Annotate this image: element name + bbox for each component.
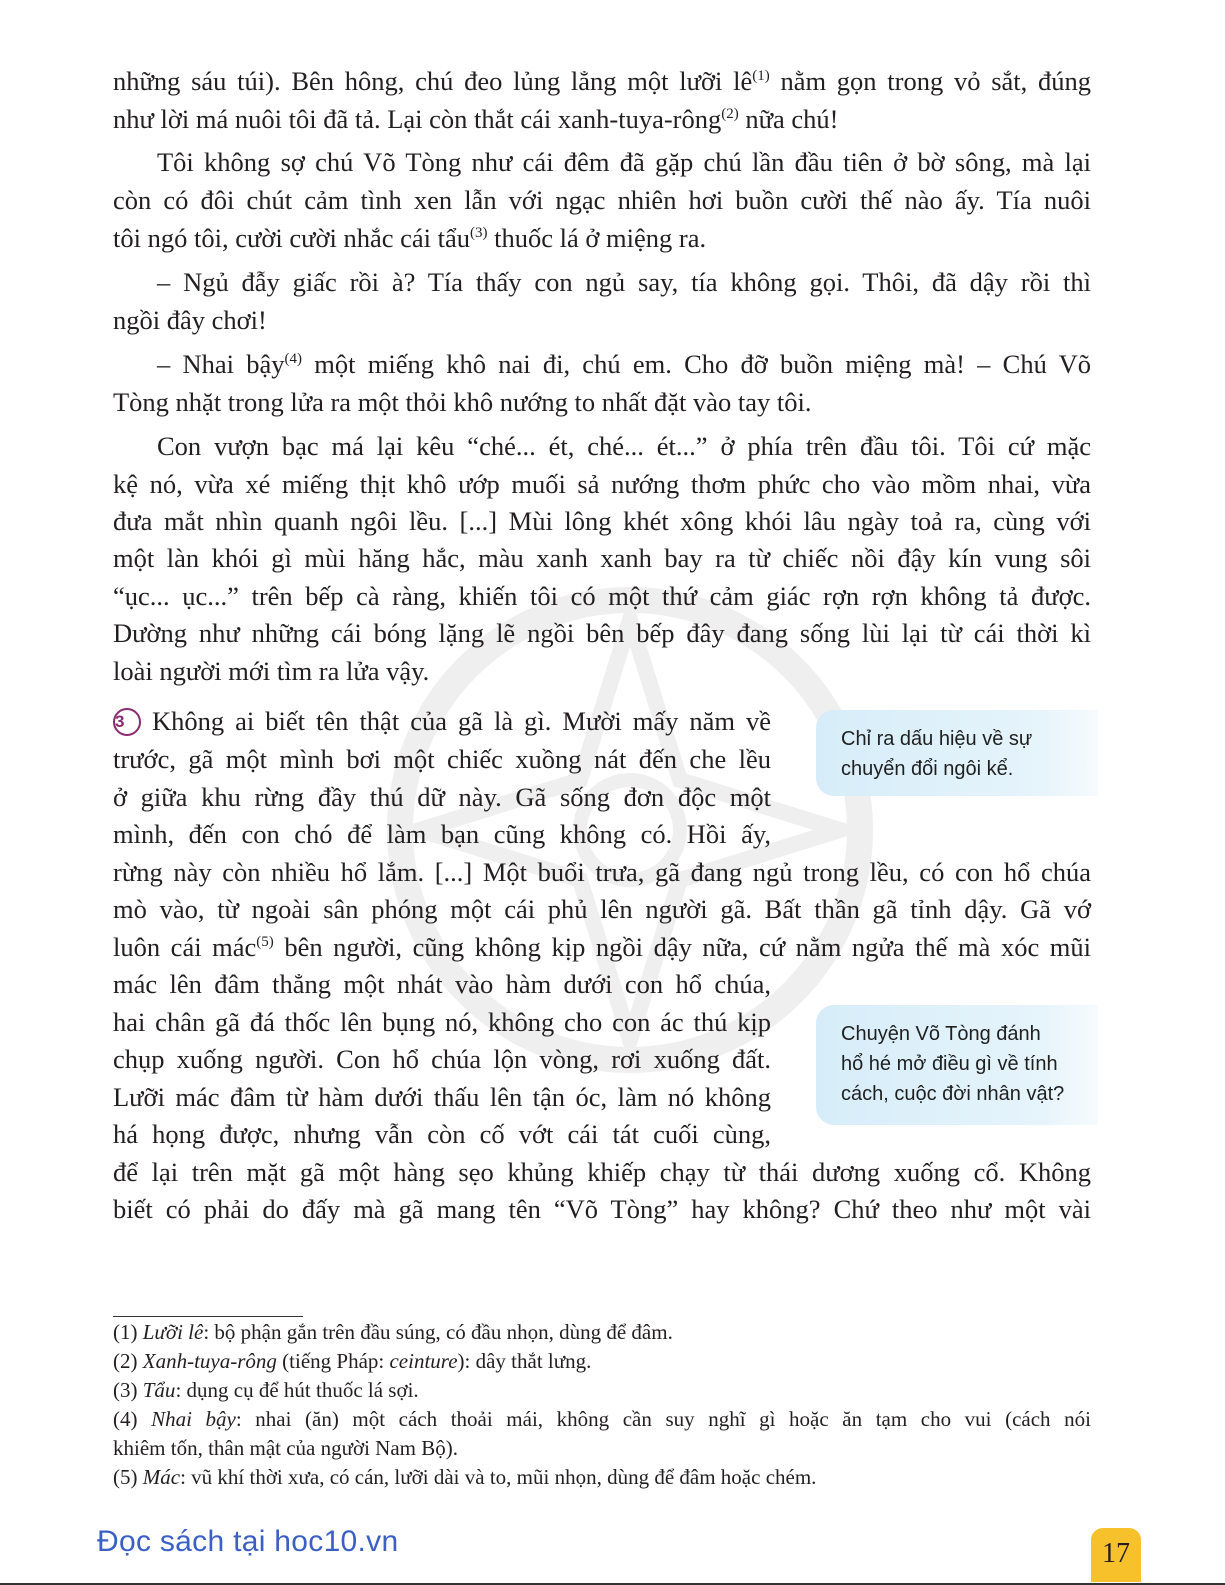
footnote-4-continued: khiêm tốn, thân mật của người Nam Bộ). [113, 1436, 459, 1460]
text-line: 3 Không ai biết tên thật của gã là gì. Mười mấy năm về [115, 706, 771, 736]
text-line: Con vượn bạc má lại kêu “ché... ét, ché... ét...” ở phía trên đầu tôi. Tôi cứ mặc [157, 431, 1091, 461]
text-line: tôi ngó tôi, cười cười nhắc cái tẩu$^{(3)}$ thuốc lá ở miệng ra. [113, 223, 707, 253]
text-line: “ục... ục...” trên bếp cà ràng, khiến tôi có một thứ cảm giác rợn rợn không tả được. [113, 581, 1091, 611]
text-line: Tòng nhặt trong lửa ra một thỏi khô nướng to nhất đặt vào tay tôi. [113, 387, 812, 417]
text-line: trước, gã một mình bơi một chiếc xuồng nát đến che lều [113, 744, 771, 774]
text-line: loài người mới tìm ra lửa vậy. [113, 656, 430, 686]
text-line: ngồi đây chơi! [113, 305, 267, 335]
text-line: như lời má nuôi tôi đã tả. Lại còn thắt cái xanh-tuya-rông$^{(2)}$ nữa chú! [113, 104, 839, 134]
text-line: đưa mắt nhìn quanh ngôi lều. [...] Mùi lông khét xông khói lâu ngày toả ra, cùng với [113, 506, 1091, 536]
text-line: ở giữa khu rừng đầy thú dữ này. Gã sống đơn độc một [113, 782, 771, 812]
text-line: mò vào, từ ngoài sân phóng một cái phủ lên người gã. Bất thần gã tỉnh dậy. Gã vớ [113, 894, 1091, 924]
text-line: – Ngủ đẫy giấc rồi à? Tía thấy con ngủ say, tía không gọi. Thôi, đã dậy rồi thì [157, 267, 1091, 297]
text-line: còn có đôi chút cảm tình xen lẫn với ngạc nhiên hơi buồn cười thế nào ấy. Tía nuôi [113, 185, 1091, 215]
text-line: biết có phải do đấy mà gã mang tên “Võ Tòng” hay không? Chứ theo như một vài [113, 1194, 1091, 1224]
text-line: Lưỡi mác đâm từ hàm dưới thấu lên tận óc, làm nó không [113, 1082, 771, 1112]
text-line: để lại trên mặt gã một hàng sẹo khủng khiếp chạy từ thái dương xuống cổ. Không [113, 1157, 1091, 1187]
text-line: một làn khói gì mùi hăng hắc, màu xanh xanh bay ra từ chiếc nồi đậy kín vung sôi [113, 543, 1091, 573]
text-line: mác lên đâm thẳng một nhát vào hàm dưới con hổ chúa, [113, 969, 771, 999]
page-number: 17 [1091, 1528, 1141, 1582]
text-line: mình, đến con chó để làm bạn cũng không có. Hồi ấy, [113, 819, 771, 849]
footnote-divider [113, 1316, 303, 1317]
text-line: những sáu túi). Bên hông, chú đeo lủng lẳng một lưỡi $lê^{(1)}$ nằm gọn trong vỏ sắt, đúng [113, 66, 1091, 96]
text-line: kệ nó, vừa xé miếng thịt khô ướp muối sả nướng thơm phức cho vào mồm nhai, vừa [113, 469, 1091, 499]
text-line: rừng này còn nhiều hổ lắm. [...] Một buổi trưa, gã đang ngủ trong lều, có con hổ chúa [113, 857, 1091, 887]
footnote-5: (5) Mác: vũ khí thời xưa, có cán, lưỡi dài và to, mũi nhọn, dùng để đâm hoặc chém. [113, 1465, 817, 1489]
text-line: – Nhai bậy$^{(4)}$ một miếng khô nai đi, chú em. Cho đỡ buồn miệng mà! – Chú Võ [157, 349, 1091, 379]
section-number-badge: 3 [113, 708, 141, 736]
text-line: luôn cái mác$^{(5)}$ bên người, cũng không kịp ngồi dậy nữa, cứ nằm ngửa thế mà xóc mũi [113, 932, 1091, 962]
text-line: Tôi không sợ chú Võ Tòng như cái đêm đã gặp chú lần đầu tiên ở bờ sông, mà lại [157, 147, 1091, 177]
text-line: Dường như những cái bóng lặng lẽ ngồi bên bếp đây đang sống lùi lại từ cái thời kì [113, 618, 1091, 648]
footnote-1: (1) Lưỡi lê: bộ phận gắn trên đầu súng, có đầu nhọn, dùng để đâm. [113, 1320, 673, 1344]
footer-link-hoc10[interactable]: Đọc sách tại hoc10.vn [97, 1525, 399, 1558]
footnote-3: (3) Tẩu: dụng cụ để hút thuốc lá sợi. [113, 1378, 419, 1402]
footnote-2: (2) Xanh-tuya-rông (tiếng Pháp: ceinture): dây thắt lưng. [113, 1349, 592, 1373]
text-line: há họng được, nhưng vẫn còn cố vớt cái tát cuối cùng, [113, 1119, 771, 1149]
side-note-question-2: Chuyện Võ Tòng đánh hổ hé mở điều gì về tính cách, cuộc đời nhân vật? [816, 1005, 1098, 1125]
text-line: chụp xuống người. Con hổ chúa lộn vòng, rơi xuống đất. [113, 1044, 771, 1074]
footnote-4: (4) Nhai bậy: nhai (ăn) một cách thoải mái, không cần suy nghĩ gì hoặc ăn tạm cho vui (cách nói [113, 1407, 1091, 1431]
side-note-question-1: Chỉ ra dấu hiệu về sự chuyển đổi ngôi kể. [816, 710, 1098, 796]
text-line: hai chân gã đá thốc lên bụng nó, không cho con ác thú kịp [113, 1007, 771, 1037]
